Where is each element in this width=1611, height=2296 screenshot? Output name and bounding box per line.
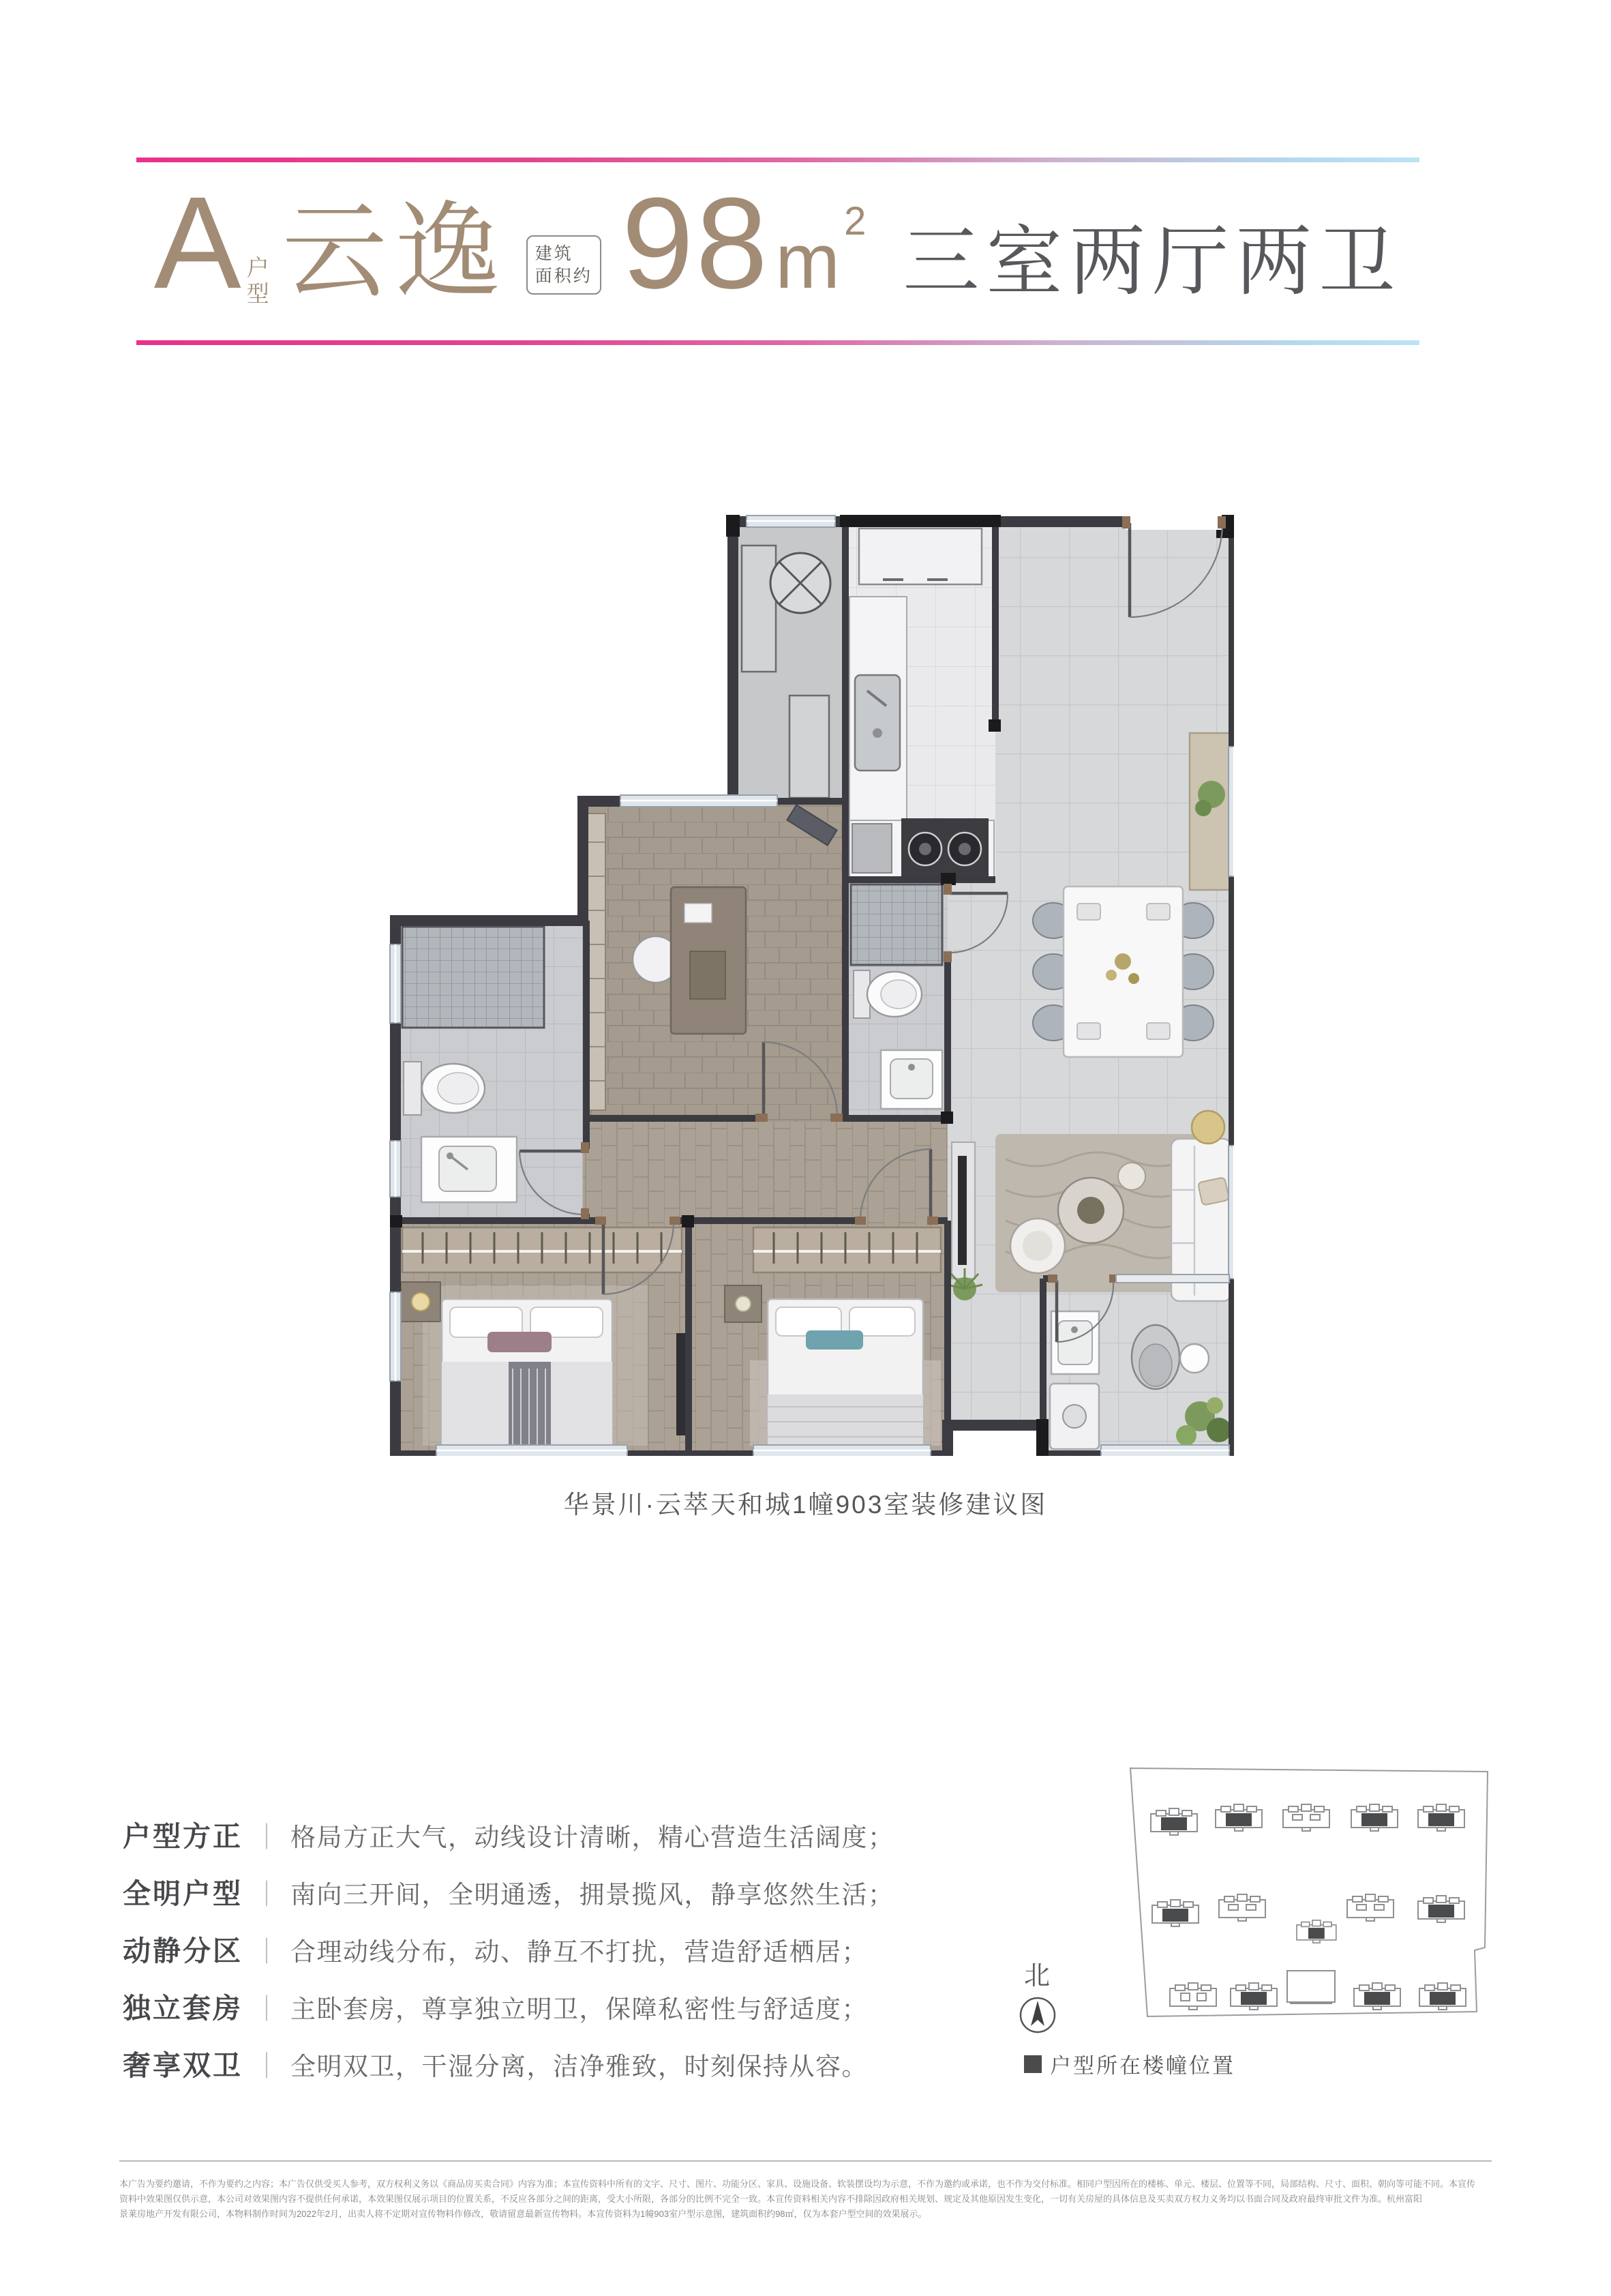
feature-row [123,1928,1023,1986]
floor-plan-caption: 华景川·云萃天和城1幢903室装修建议图 [563,1491,1048,1519]
disclaimer-text [119,2177,1492,2222]
feature-desc: 主卧套房，尊享独立明卫，保障私密性与舒适度； [290,1995,869,2023]
unit-type-letter: A [153,169,241,316]
area-value: 98 [621,171,770,316]
feature-desc: 全明双卫，干湿分离，洁净雅致，时刻保持从容。 [290,2053,869,2081]
disclaimer-line: 资料中效果图仅供示意，本公司对效果图内容不提供任何承诺，本效果图仅展示项目的位置关系，不反应各部分之间的距离，受大小所限，各部分的比例不完全一致。本宣传资料相关内容不排除因政府相关规划、规定及其他原因发生变化，一切有关房屋的具体信息及买卖双方权力义务均以书面合同及政府最终审批文件为准。杭州富阳 [119,2194,1423,2204]
site-plan-image [1084,1746,1493,2032]
feature-desc: 合理动线分布，动、静互不打扰，营造舒适栖居； [290,1938,869,1966]
feature-separator: ｜ [254,1823,280,1852]
header-rule-bottom [136,340,1419,345]
master-bedroom [401,1227,686,1455]
feature-label: 户型方正 [123,1821,243,1852]
feature-label: 独立套房 [123,1993,243,2024]
unit-name: 云逸 [282,193,509,310]
disclaimer-line: 本广告为要约邀请，不作为要约之内容；本广告仅供受买人参考，双方权利义务以《商品房买卖合同》内容为准；本宣传资料中所有的文字、尺寸、图片、功能分区、家具、设施设备、软装摆设均为示意，不作为邀约或承诺，也不作为交付标准。相同户型因所在的楼栋、单元、楼层、位置等不同，局部结构、尺寸、面积、朝向等可能不同。本宣传 [119,2179,1476,2189]
feature-separator: ｜ [254,1938,280,1967]
footer-divider [119,2160,1492,2162]
feature-label: 动静分区 [123,1935,243,1967]
feature-label: 全明户型 [123,1878,243,1909]
north-indicator [1012,1954,1064,2038]
feature-row [123,2043,1023,2100]
feature-row [123,1986,1023,2043]
compass-icon [1019,1996,1057,2034]
legend-square-icon [1024,2055,1042,2073]
entry-opening [1126,513,1222,530]
feature-separator: ｜ [254,1881,280,1909]
site-plan-legend [1024,2048,1235,2079]
feature-separator: ｜ [254,2053,280,2081]
feature-list [123,1814,1023,2100]
feature-row [123,1871,1023,1928]
feature-row [123,1814,1023,1871]
disclaimer-line: 景莱房地产开发有限公司，本物料制作时间为2022年2月，出卖人将不定期对宣传物料作修改，敬请留意最新宣传物料。本宣传资料为1幢903室户型示意图，建筑面积约98㎡，仅为本套户型空间的效果展示。 [119,2209,927,2219]
feature-separator: ｜ [254,1995,280,2024]
legend-label: 户型所在楼幢位置 [1050,2054,1235,2078]
area-unit: m $^2$ [775,199,867,305]
floor-plan-image [382,508,1234,1456]
page-title [136,168,1419,340]
area-note-box: 建筑 面积约 [526,235,601,295]
feature-label: 奢享双卫 [123,2050,243,2081]
feature-desc: 南向三开间，全明通透，拥景揽风，静享悠然生活； [290,1881,894,1909]
feature-desc: 格局方正大气，动线设计清晰，精心营造生活阔度； [290,1823,894,1851]
unit-type-label: 户 型 [246,255,271,306]
header-rule-top [136,158,1419,162]
room-layout-text: 三室两厅两卫 [903,219,1402,304]
north-label: 北 [1023,1962,1051,1991]
